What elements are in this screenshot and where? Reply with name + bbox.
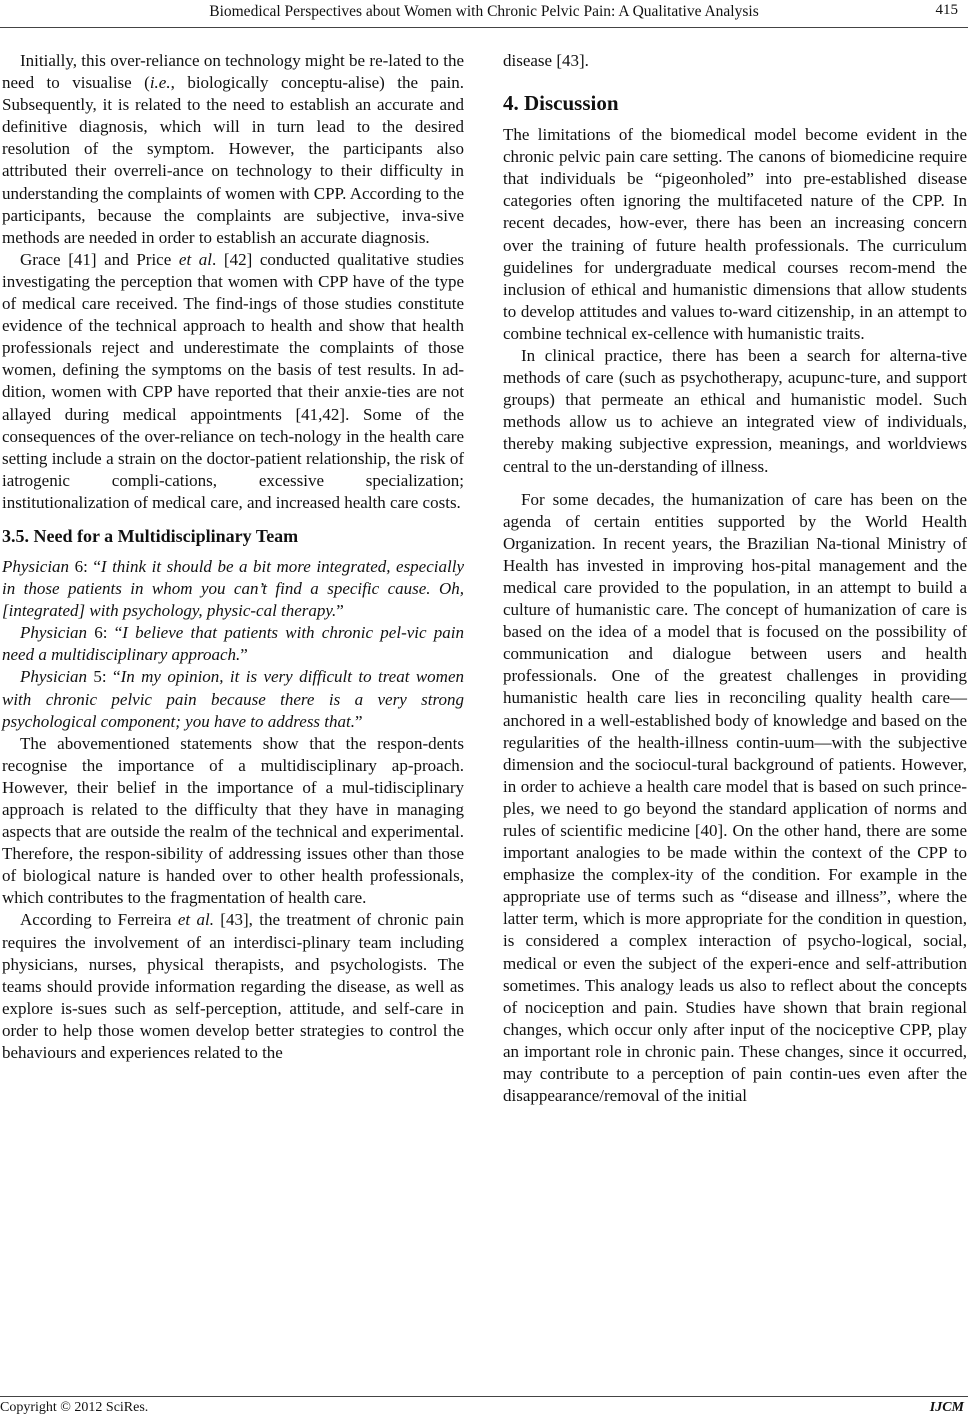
interview-quote: Physician 6: “I believe that patients with chronic pel-vic pain need a multidisciplinary approach.” (2, 623, 464, 665)
running-header (0, 0, 968, 30)
running-title: Biomedical Perspectives about Women with Chronic Pelvic Pain: A Qualitative Analysis (209, 3, 759, 20)
paragraph: Grace [41] and Price et al. [42] conducted qualitative studies investigating the perception that women with CPP have of the type of medical care received. The find-ings of those studies constitute evidence of the technical approach to health and show that health professionals reject and underestimate the complaints of those women, defining the symptoms on the basis of test results. In ad-dition, women with CPP have reported that their anxie-ties are not allayed during medical appointments [41,42]. Some of the consequences of the over-reliance on tech-nology in the health care setting include a strain on the doctor-patient relationship, the risk of iatrogenic compli-cations, excessive specialization; institutionalization of medical care, and increased health care costs. (2, 249, 464, 512)
paragraph: Initially, this over-reliance on technology might be re-lated to the need to visualise (i.e., biologically conceptu-alise) the pain. Subsequently, it is related to the need to establish an accurate and definitive diagnosis, which will in turn lead to the desired resolution of the symptom. However, the participants also attributed their overreli-ance on technology to their difficulty in understanding the complaints of women with CPP. According to the participants, because the complaints are subjective, inva-sive methods are needed in order to establish an accurate diagnosis. (2, 51, 464, 247)
journal-abbreviation: IJCM (929, 1400, 964, 1415)
paragraph: In clinical practice, there has been a search for alterna-tive methods of care (such as psychotherapy, acupunc-ture, and support groups) that permeate an ethical and humanistic model. Such methods allow us to achieve an integrated view of individuals, thereby making subjective expression, meanings, and worldviews central to the un-derstanding of illness. (503, 346, 967, 476)
interview-quote: Physician 6: “I think it should be a bit more integrated, especially in those patients in whom you can’t find a specific cause. Oh, [integrated] with psychology, physic-cal therapy.” (2, 556, 464, 621)
paragraph: According to Ferreira et al. [43], the treatment of chronic pain requires the involvement of an interdisci-plinary team including physicians, nurses, physical therapists, and psychologists. The teams should provide information regarding the disease, as well as explore is-sues such as self-perception, attitude, and self-care in order to help those women develop better strategies to control the behaviours and experiences related to the (2, 910, 465, 1063)
header-divider (0, 27, 968, 28)
page-footer (0, 1396, 968, 1416)
paragraph-continuation: disease [43]. (503, 51, 589, 70)
right-column (503, 50, 967, 1107)
section-heading: 3.5. Need for a Multidisciplinary Team (2, 525, 299, 546)
paragraph: The limitations of the biomedical model become evident in the chronic pelvic pain care setting. The canons of biomedicine require that individuals be “pigeonholed” into pre-established disease categories often ignoring the multifaceted nature of the CPP. In recent decades, how-ever, there has been an increasing concern over the training of future health professionals. The curriculum guidelines for undergraduate medical courses recom-mend the inclusion of ethical and humanistic dimensions that allow students to develop attitudes and values to-ward citizenship, in an attempt to combine technical ex-cellence with humanistic traits. (503, 125, 967, 343)
left-column (2, 50, 464, 1064)
paragraph: For some decades, the humanization of care has been on the agenda of certain entities supported by the World Health Organization. In recent years, the Brazilian Na-tional Ministry of Health has invested in improving hos-pital management and the medical care provided to the population, in an attempt to build a culture of humanistic care. The concept of humanization of care is based on the idea of a model that is focused on the possibility of communication and dialogue between users and health professionals. One of the greatest challenges in providing humanistic health care lies in reconciling quality health care—anchored in a well-established body of knowledge and based on the regularities of the health-illness contin-uum—with the subjective dimension and the sociocul-tural background of patients. However, in order to achieve a health care model that is based on such prince-ples, we need to go beyond the standard application of norms and rules of scientific medicine [40]. On the other hand, there are some important analogies to be made within the context of the CPP to emphasize the complex-ity of the condition. For example in the appropriate use of terms such as “disease and illness”, where the latter term, which is more appropriate for the condition in question, is considered a complex interaction of psycho-logical, social, medical or even the subject of the experi-ence and self-attribution sometimes. This analogy leads us also to reflect about the concepts of nociception and pain. Studies have shown that brain regional changes, which occur only after input of the nociceptive CPP, play an important role in chronic pain. These changes, since it occurred, may contribute to a perception of pain contin-ues even after the disappearance/removal of the initial (503, 489, 967, 1106)
footer-divider (0, 1396, 968, 1397)
copyright-notice: Copyright © 2012 SciRes. (0, 1400, 149, 1415)
paragraph: The abovementioned statements show that the respon-dents recognise the importance of a multidisciplinary ap-proach. However, their belief in the importance of a mul-tidisciplinary approach is related to the difficulty that they have in managing aspects that are outside the realm of the technical and experimental. Therefore, the respon-sibility of addressing issues other than those of biological nature is handed over to other health professionals, which contributes to the fragmentation of health care. (2, 733, 464, 908)
section-heading: 4. Discussion (503, 91, 619, 116)
interview-quote: Physician 5: “In my opinion, it is very difficult to treat women with chronic pelvic pain because there is a very strong psychological component; you have to address that.” (2, 667, 464, 731)
page-number: 415 (935, 2, 958, 18)
